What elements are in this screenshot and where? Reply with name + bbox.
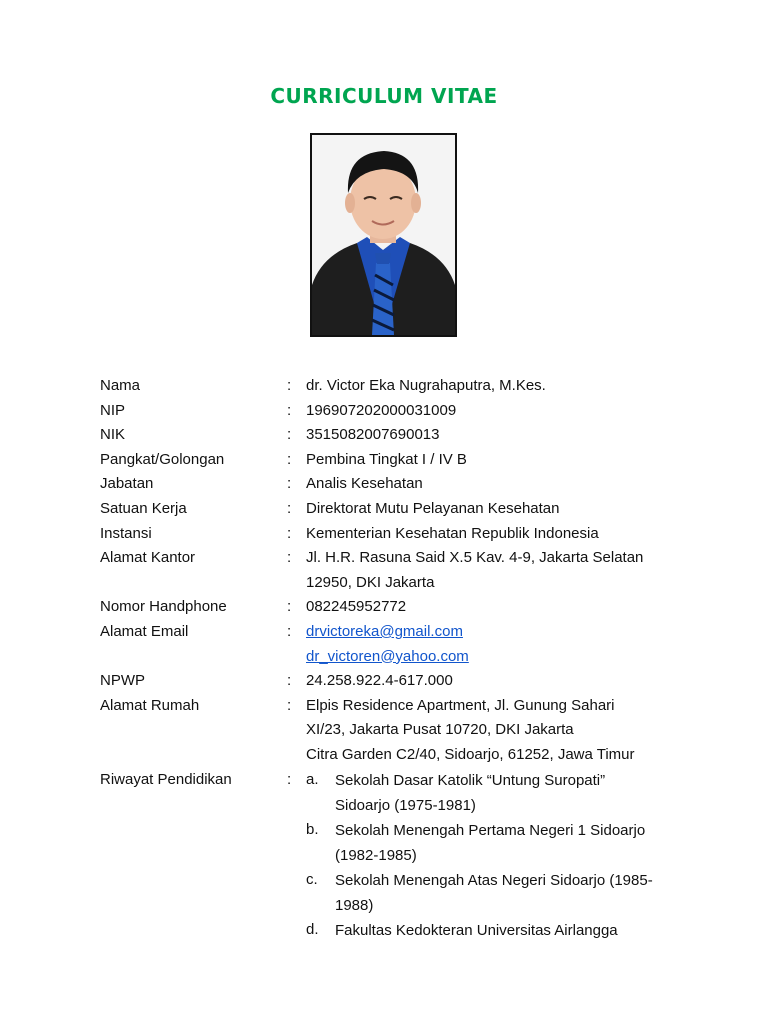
separator: : — [287, 696, 292, 714]
label-nama: Nama — [100, 377, 141, 394]
alamat-kantor-line: Jl. H.R. Rasuna Said X.5 Kav. 4-9, Jakarta Selatan — [306, 549, 644, 567]
separator: : — [287, 549, 292, 567]
row-nik — [100, 423, 680, 448]
education-line: Fakultas Kedokteran Universitas Airlangga — [335, 921, 618, 939]
label-handphone: Nomor Handphone — [100, 598, 227, 616]
separator: : — [287, 622, 292, 640]
label-instansi: Instansi — [100, 524, 152, 542]
label-alamat-rumah: Alamat Rumah — [100, 696, 200, 714]
education-item — [306, 918, 680, 943]
label-riwayat-pendidikan: Riwayat Pendidikan — [100, 770, 232, 788]
separator: : — [287, 524, 292, 542]
label-npwp: NPWP — [100, 672, 145, 690]
education-item — [306, 868, 680, 918]
row-pangkat — [100, 448, 680, 473]
page-title: CURRICULUM VITAE — [270, 84, 498, 108]
separator: : — [287, 770, 292, 788]
value-alamat-kantor — [306, 546, 680, 595]
value-handphone: 082245952772 — [306, 598, 407, 616]
label-satuan-kerja: Satuan Kerja — [100, 499, 187, 517]
education-list — [306, 768, 680, 943]
education-line: (1982-1985) — [335, 846, 417, 864]
education-item-letter: b. — [306, 820, 319, 838]
value-nama: dr. Victor Eka Nugrahaputra, M.Kes. — [306, 377, 546, 394]
value-satuan-kerja: Direktorat Mutu Pelayanan Kesehatan — [306, 499, 560, 517]
row-nama — [100, 374, 680, 399]
separator: : — [287, 475, 292, 493]
value-npwp: 24.258.922.4-617.000 — [306, 672, 453, 690]
row-handphone — [100, 595, 680, 620]
value-alamat-rumah — [306, 694, 680, 768]
row-jabatan — [100, 472, 680, 497]
row-npwp — [100, 669, 680, 694]
email-link-gmail[interactable]: drvictoreka@gmail.com — [306, 622, 463, 640]
value-instansi: Kementerian Kesehatan Republik Indonesia — [306, 524, 599, 542]
education-line: Sekolah Dasar Katolik “Untung Suropati” — [335, 771, 606, 789]
education-item-text — [335, 868, 680, 918]
education-line: 1988) — [335, 896, 374, 914]
education-item-text — [335, 818, 680, 868]
separator: : — [287, 672, 292, 690]
value-email — [306, 620, 680, 669]
portrait-illustration — [312, 135, 455, 335]
row-riwayat-pendidikan — [100, 768, 680, 943]
label-nik: NIK — [100, 426, 126, 444]
separator: : — [287, 598, 292, 616]
education-item-letter: c. — [306, 870, 318, 888]
row-instansi — [100, 522, 680, 547]
education-item — [306, 818, 680, 868]
education-item-letter: d. — [306, 920, 319, 938]
education-item — [306, 768, 680, 818]
row-satuan-kerja — [100, 497, 680, 522]
separator: : — [287, 401, 292, 419]
value-nip: 196907202000031009 — [306, 401, 457, 419]
education-line: Sekolah Menengah Atas Negeri Sidoarjo (1985- — [335, 871, 653, 889]
education-item-letter: a. — [306, 770, 319, 788]
row-alamat-rumah — [100, 694, 680, 768]
label-jabatan: Jabatan — [100, 475, 154, 493]
alamat-rumah-line: Elpis Residence Apartment, Jl. Gunung Sahari — [306, 696, 615, 714]
education-line: Sidoarjo (1975-1981) — [335, 796, 476, 814]
email-link-yahoo[interactable]: dr_victoren@yahoo.com — [306, 647, 469, 665]
row-nip — [100, 399, 680, 424]
label-alamat-kantor: Alamat Kantor — [100, 549, 196, 567]
label-nip: NIP — [100, 401, 126, 419]
education-item-text — [335, 768, 680, 818]
separator: : — [287, 426, 292, 444]
label-email: Alamat Email — [100, 622, 189, 640]
separator: : — [287, 450, 292, 468]
alamat-kantor-line: 12950, DKI Jakarta — [306, 573, 435, 591]
value-pangkat: Pembina Tingkat I / IV B — [306, 450, 467, 468]
separator: : — [287, 377, 292, 394]
value-nik: 3515082007690013 — [306, 426, 440, 444]
education-line: Sekolah Menengah Pertama Negeri 1 Sidoarjo — [335, 821, 646, 839]
alamat-rumah-line: Citra Garden C2/40, Sidoarjo, 61252, Jawa Timur — [306, 745, 635, 763]
row-alamat-kantor — [100, 546, 680, 595]
personal-info — [100, 374, 680, 943]
separator: : — [287, 499, 292, 517]
alamat-rumah-line: XI/23, Jakarta Pusat 10720, DKI Jakarta — [306, 721, 574, 739]
profile-photo — [310, 133, 457, 337]
label-pangkat: Pangkat/Golongan — [100, 450, 225, 468]
education-item-text — [335, 918, 680, 943]
row-email — [100, 620, 680, 669]
value-jabatan: Analis Kesehatan — [306, 475, 423, 493]
